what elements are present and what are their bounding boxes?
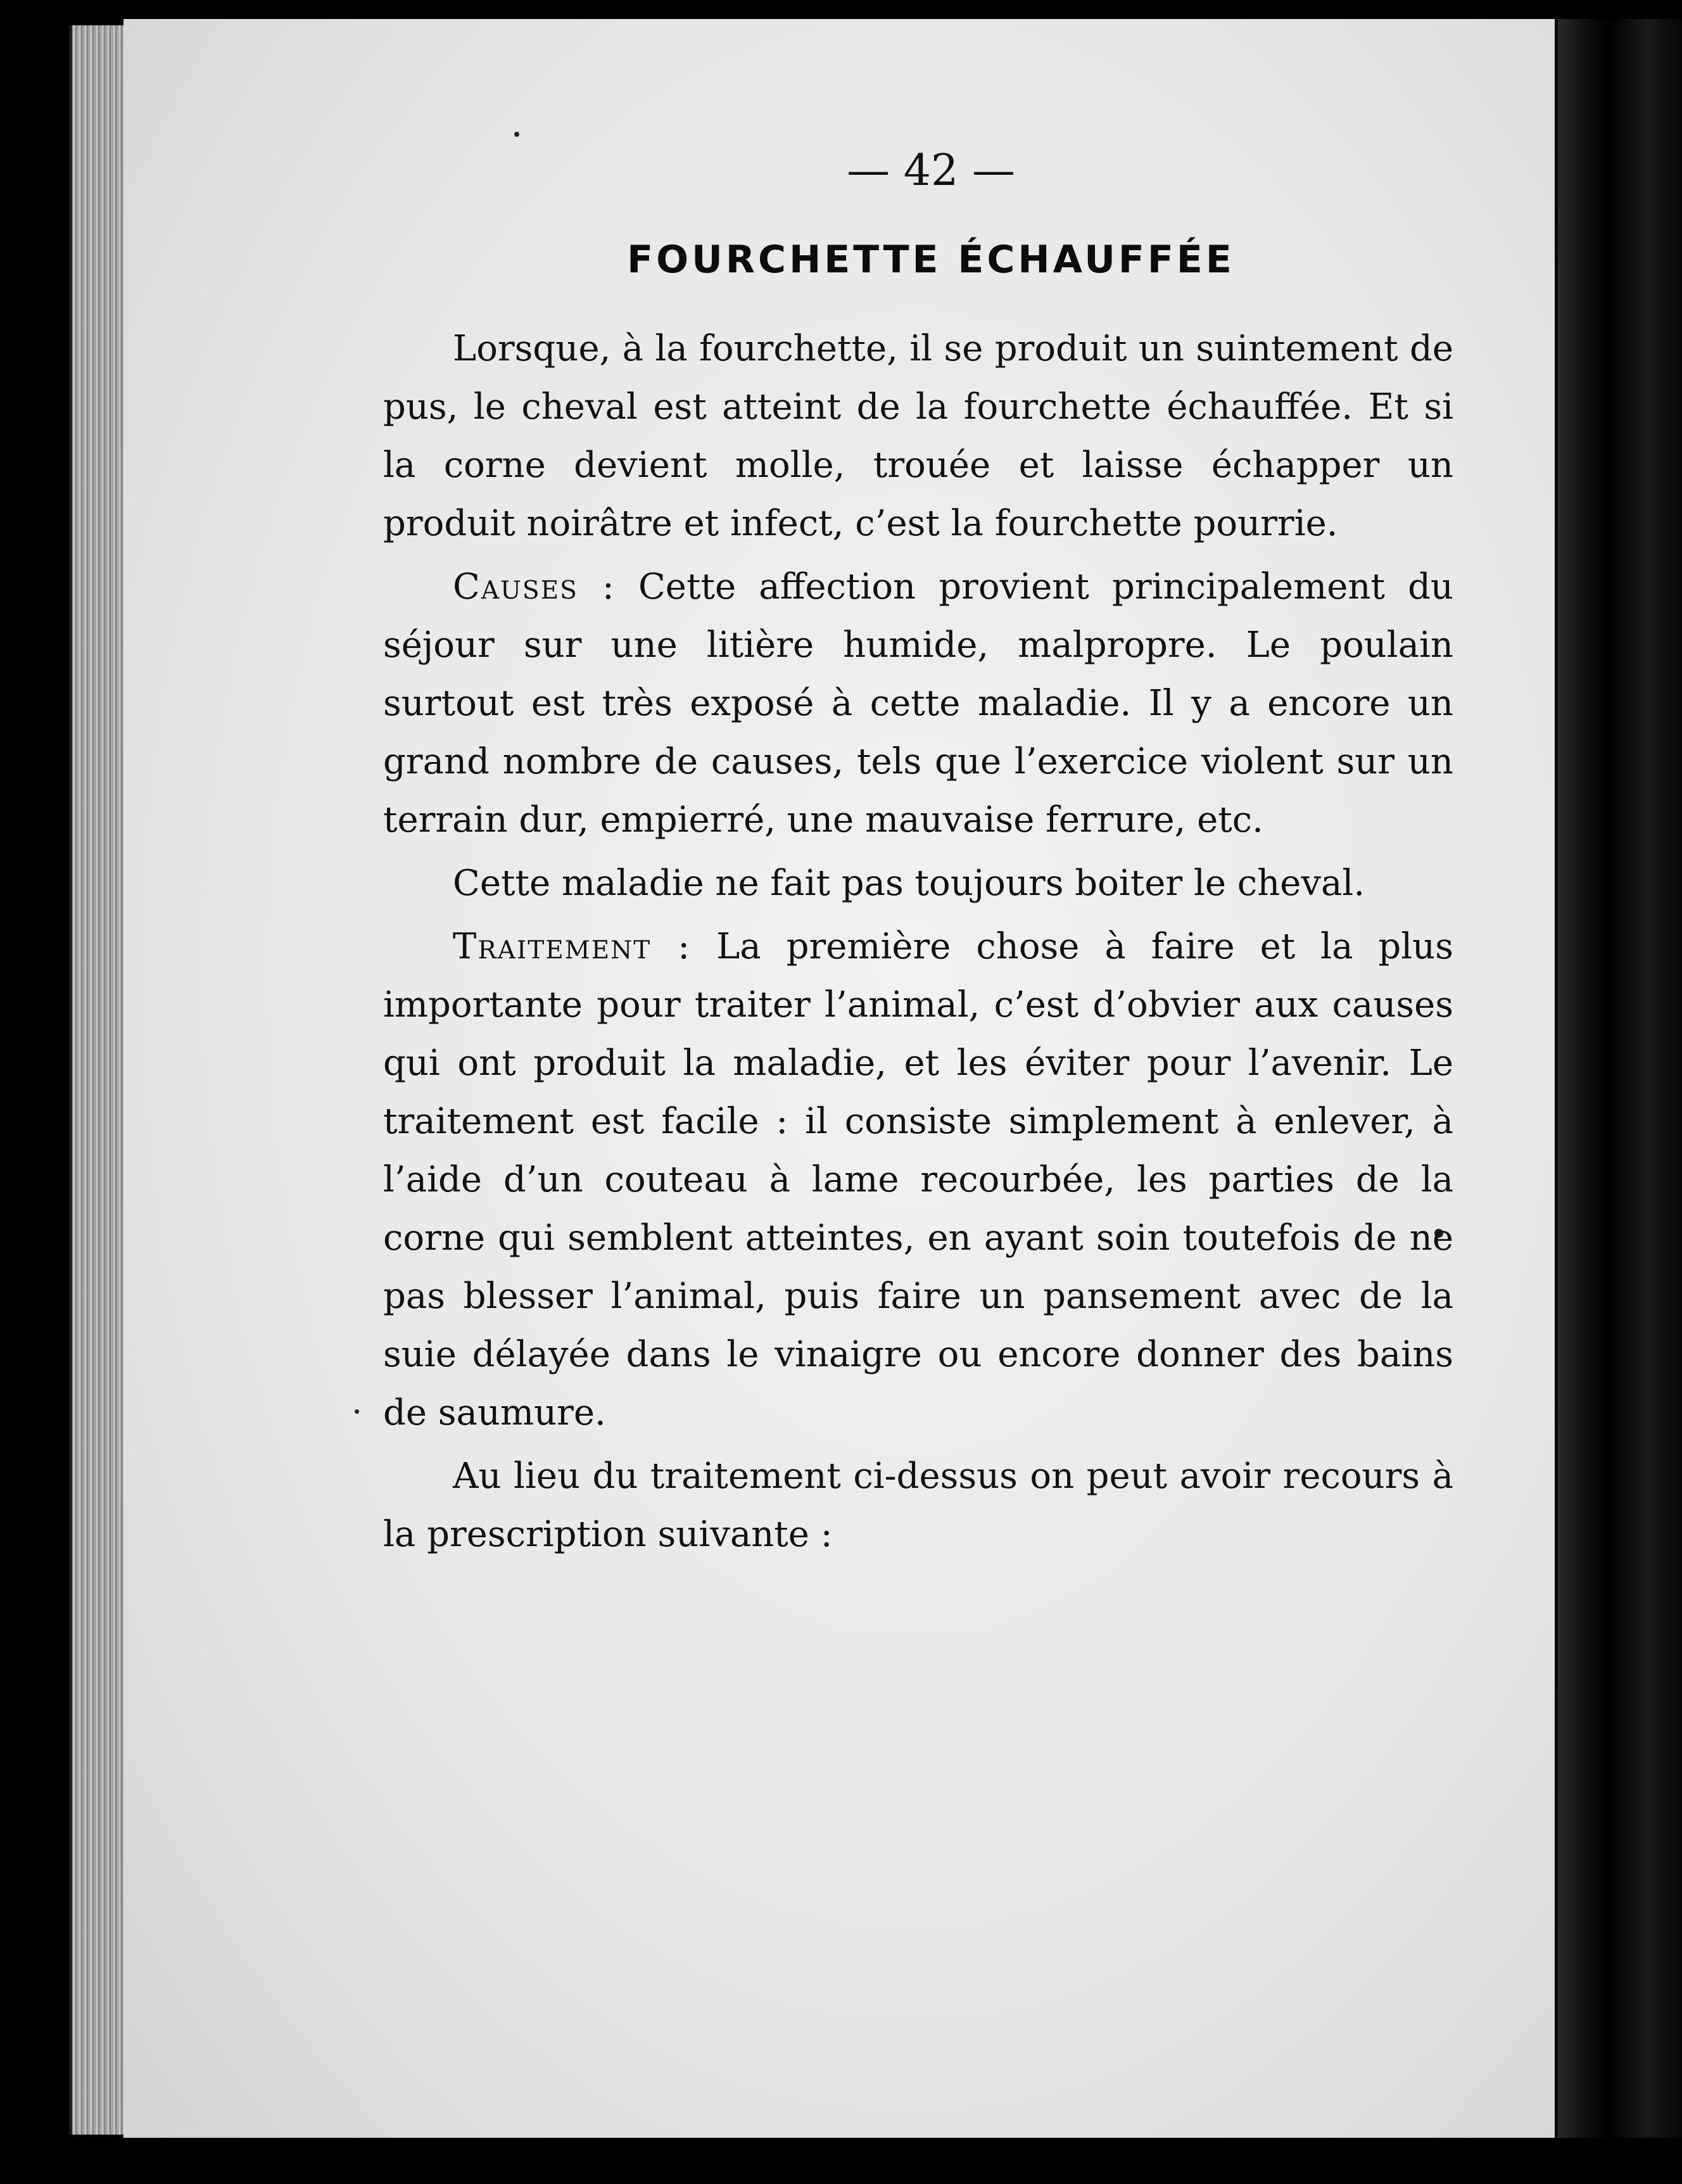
causes-text: Cette affection provient principalement du séjour sur une litière humide, malpropre. Le poulain surtout est très exposé à cette maladie. Il y a encore un grand nombre de causes, tels que l’exercice violent sur un terrain dur, empierré, une mauvaise ferrure, etc. [383, 566, 1453, 841]
traitement-heading: Traitement : [453, 926, 692, 967]
page-number: — 42 — [847, 146, 1015, 196]
chapter-title: FOURCHETTE ÉCHAUFFÉE [627, 238, 1235, 282]
paragraph-closing: Au lieu du traitement ci-dessus on peut avoir recours à la prescription suivante : [383, 1456, 1453, 1555]
causes-heading: Causes : [453, 566, 616, 607]
paragraph-traitement [383, 918, 1453, 1442]
body-text [383, 320, 1453, 1569]
paragraph-intro: Lorsque, à la fourchette, il se produit un suintement de pus, le cheval est atteint de la fourchette échauffée. Et si la corne devient molle, trouée et laisse échapper un produit noirâtre et infect, c’est la fourchette pourrie. [383, 328, 1453, 544]
facing-page-dark [1558, 19, 1682, 2138]
paragraph-causes [383, 558, 1453, 849]
page-edges [70, 25, 129, 2135]
traitement-text: La première chose à faire et la plus importante pour traiter l’animal, c’est d’obvier aux causes qui ont produit la maladie, et les éviter pour l’avenir. Le traitement est facile : il consiste simplement à enlever, à l’aide d’un couteau à lame recourbée, les parties de la corne qui semblent atteintes, en ayant soin toutefois de ne pas blesser l’animal, puis faire un pansement avec de la suie délayée dans le vinaigre ou encore donner des bains de saumure. [383, 926, 1453, 1433]
paragraph-note: Cette maladie ne fait pas toujours boiter le cheval. [453, 863, 1365, 904]
ink-speck [514, 132, 519, 137]
ink-speck [355, 1409, 359, 1414]
